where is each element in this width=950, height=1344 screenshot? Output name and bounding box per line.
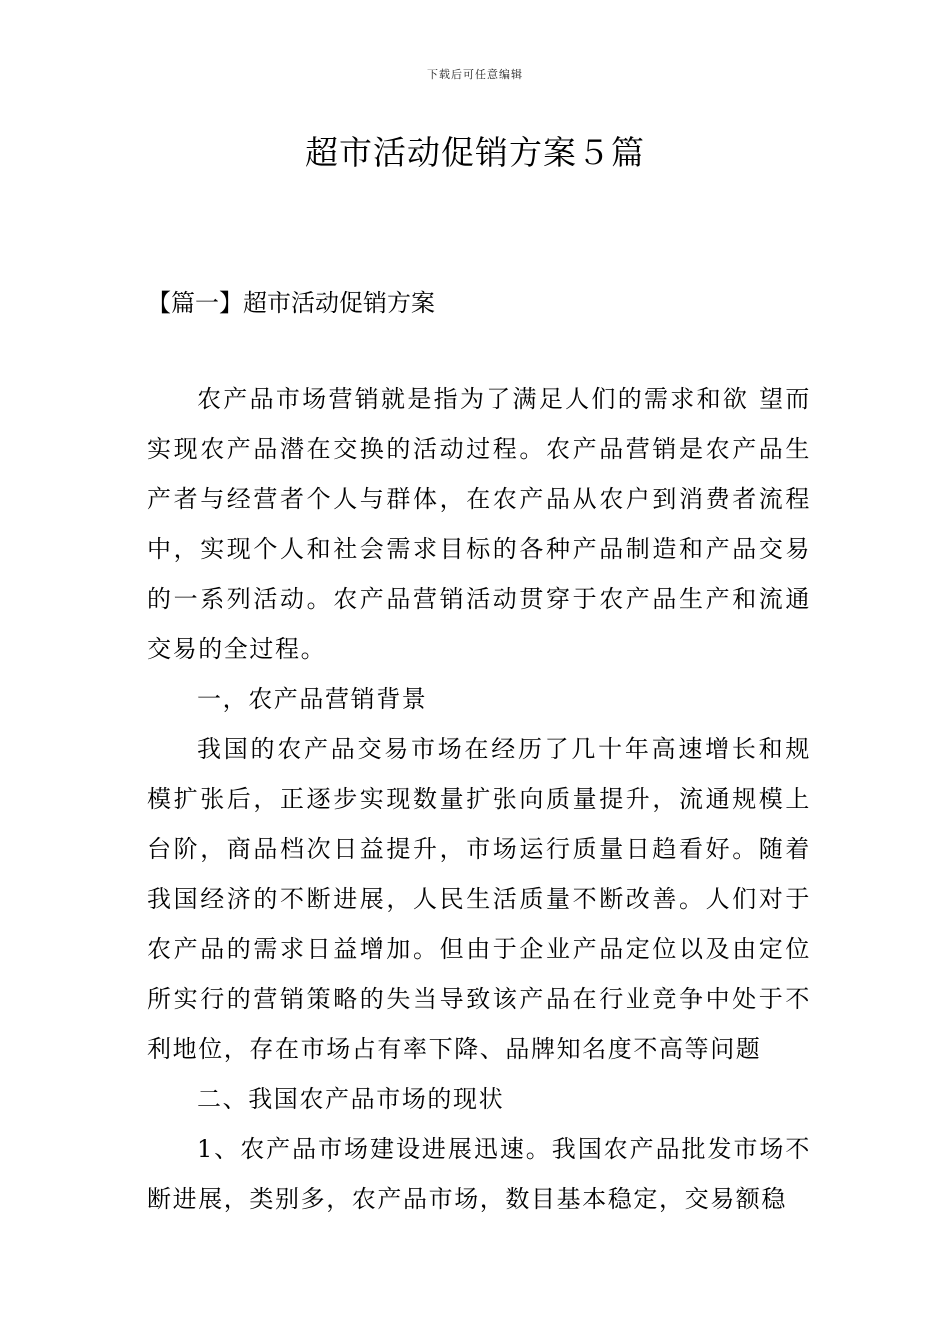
- paragraph-status-1: 1、农产品市场建设进展迅速。我国农产品批发市场不断进展，类别多，农产品市场，数目基本稳定，交易额稳: [147, 1135, 811, 1213]
- paragraph-intro: 农产品市场营销就是指为了满足人们的需求和欲 望而实现农产品潜在交换的活动过程。农产品营销是农产品生产者与经营者个人与群体，在农产品从农户到消费者流程中，实现个人和社会需求目标的各种产品制造和产品交易的一系列活动。农产品营销活动贯穿于农产品生产和流通交易的全过程。: [147, 385, 811, 663]
- paragraph-background: 我国的农产品交易市场在经历了几十年高速增长和规模扩张后，正逐步实现数量扩张向质量提升，流通规模上台阶，商品档次日益提升，市场运行质量日趋看好。随着我国经济的不断进展，人民生活质量不断改善。人们对于农产品的需求日益增加。但由于企业产品定位以及由定位所实行的营销策略的失当导致该产品在行业竞争中处于不利地位，存在市场占有率下降、品牌知名度不高等问题: [147, 735, 811, 1063]
- section-heading: 【篇一】超市活动促销方案: [147, 289, 435, 317]
- subheading-background: 一，农产品营销背景: [197, 685, 428, 713]
- header-note: 下载后可任意编辑: [427, 68, 523, 81]
- document-title: 超市活动促销方案５篇: [305, 133, 645, 172]
- subheading-status: 二、我国农产品市场的现状: [197, 1085, 505, 1113]
- document-body: [147, 374, 811, 1224]
